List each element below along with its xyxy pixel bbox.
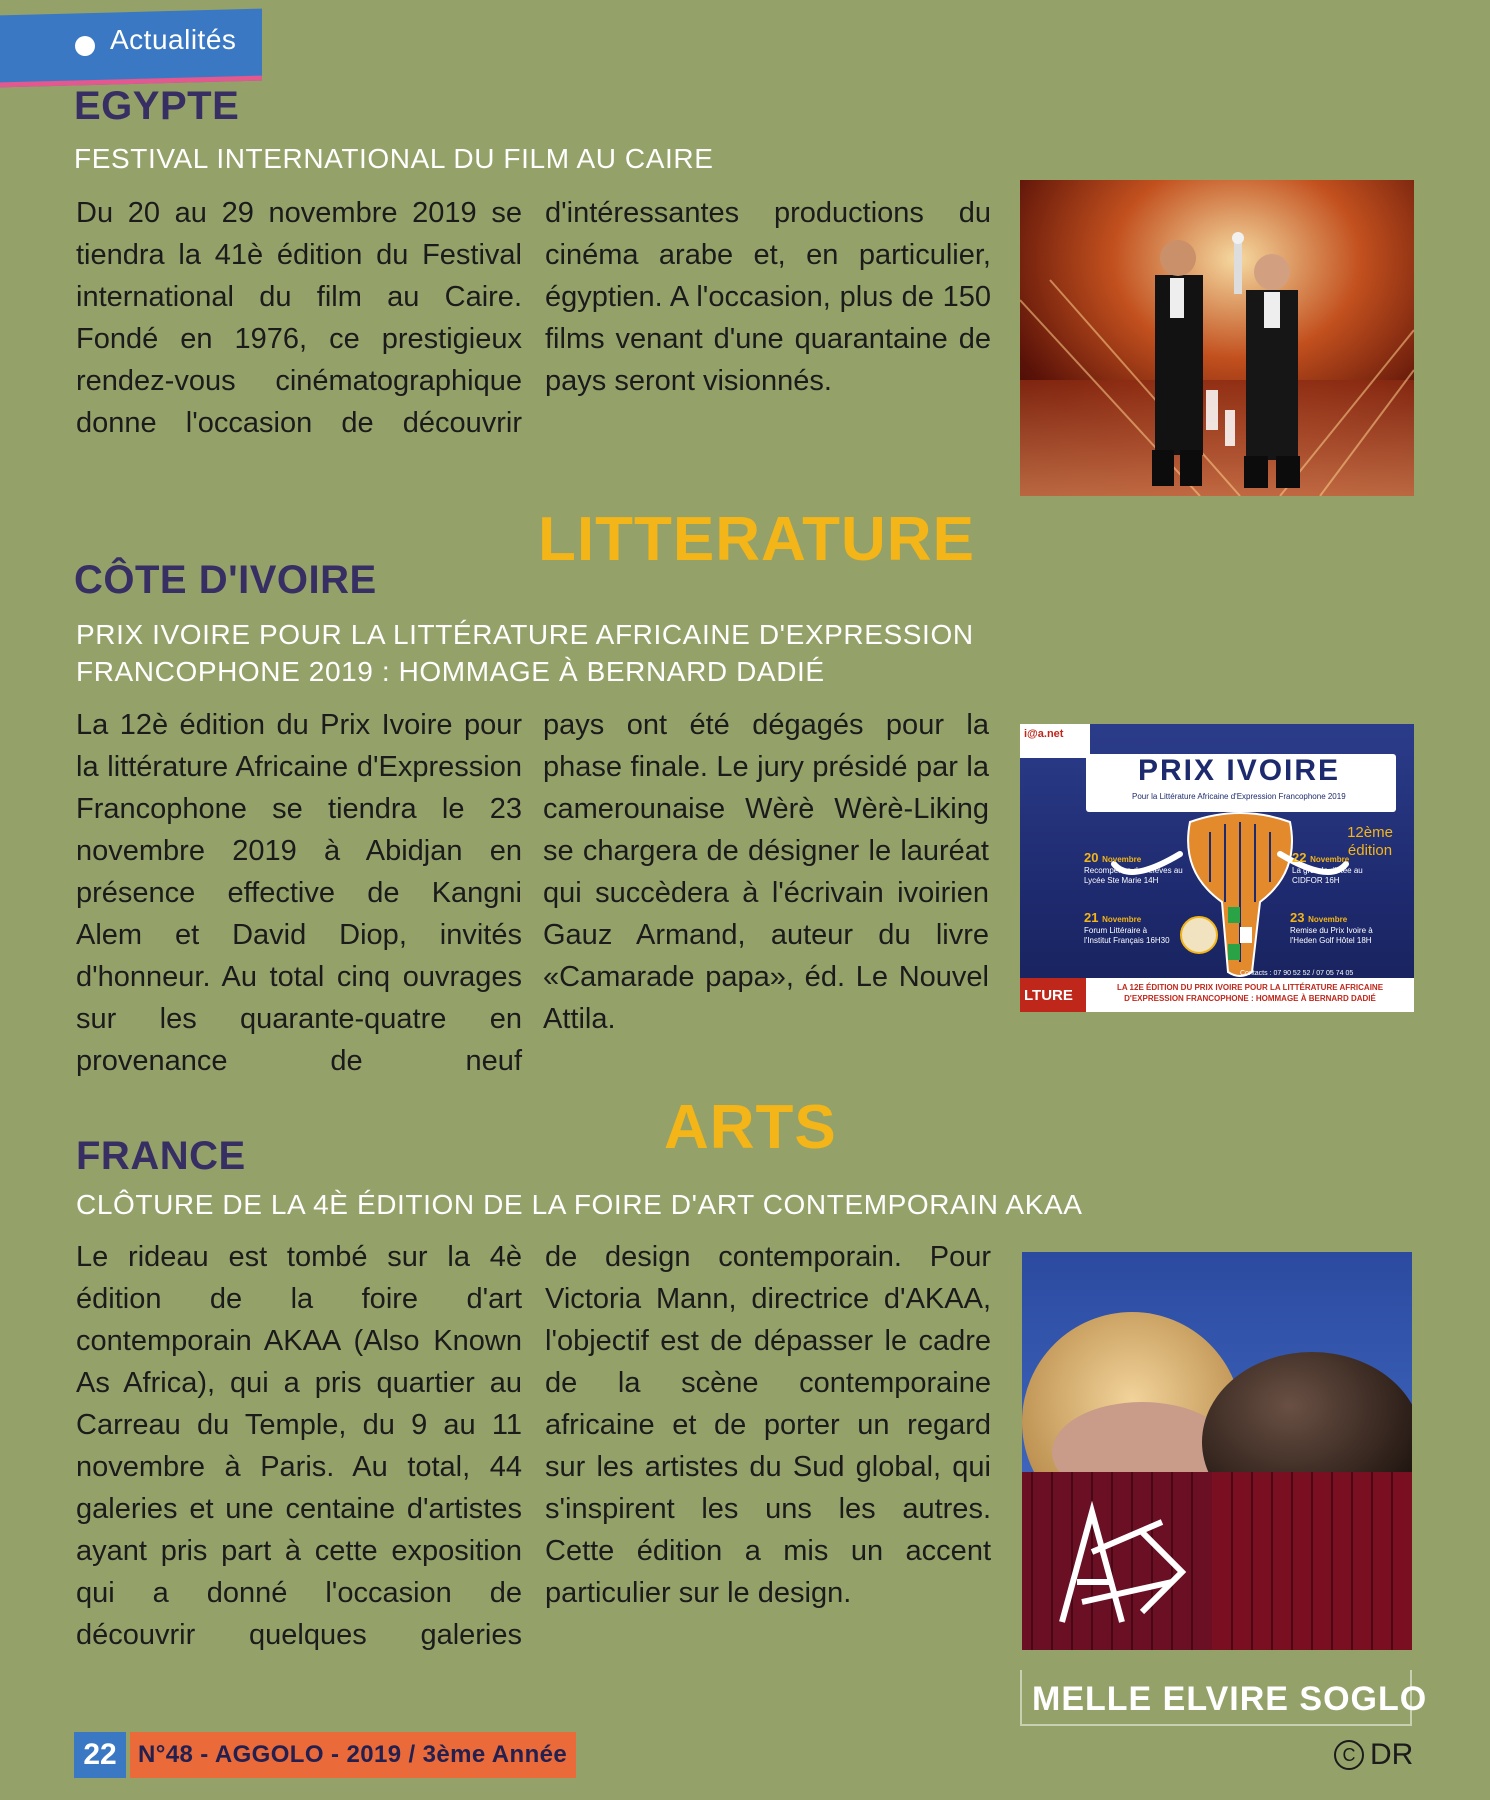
headline-prix-ivoire-1: PRIX IVOIRE POUR LA LITTÉRATURE AFRICAINE D'EXPRESSION — [76, 619, 974, 650]
article-egypte-col2: d'intéressantes productions du cinéma arabe et, en particulier, égyptien. A l'occasion, plus de 150 films venant d'une quarantaine de pays seront visionnés. — [545, 197, 991, 397]
cairo-stage-image — [1020, 180, 1414, 496]
photo-cairo-festival — [1020, 180, 1414, 496]
bullet-icon — [75, 36, 95, 56]
photo-caption: MELLE ELVIRE SOGLO — [1032, 1680, 1428, 1718]
poster-event1-month: Novembre — [1102, 855, 1142, 864]
poster-event2-day — [1292, 850, 1349, 865]
poster-event1-day-number: 20 — [1084, 850, 1099, 865]
copyright-icon: C — [1334, 1740, 1364, 1770]
country-cote-divoire: CÔTE D'IVOIRE — [74, 558, 377, 602]
poster-contacts: Contacts : 07 90 52 52 / 07 05 74 05 — [1240, 970, 1354, 977]
poster-event1-text: Recompense des élèves au Lycée Ste Marie 14H — [1084, 866, 1183, 885]
issue-info: N°48 - AGGOLO - 2019 / 3ème Année — [130, 1732, 576, 1778]
section-title-arts: ARTS — [664, 1093, 837, 1162]
country-france: FRANCE — [76, 1134, 246, 1178]
article-akaa-col1: Le rideau est tombé sur la 4è édition de la foire d'art contemporain AKAA (Also Known As Africa), qui a pris quartier au Carreau du Temple, du 9 au 11 novembre à Paris. Au total, 44 galeries et une centaine d'artistes ayant pris part à cette exposition qui a donné l'occasion de découvrir quelques galeries — [76, 1241, 522, 1651]
page-number: 22 — [74, 1732, 126, 1778]
copyright — [1334, 1738, 1413, 1772]
poster-event2-month: Novembre — [1310, 855, 1350, 864]
copyright-text: DR — [1370, 1738, 1414, 1771]
headline-prix-ivoire-2: FRANCOPHONE 2019 : HOMMAGE À BERNARD DADIÉ — [76, 656, 825, 687]
photo-akaa — [1022, 1252, 1412, 1650]
poster-title: PRIX IVOIRE — [1138, 754, 1341, 787]
article-akaa-col2: de design contemporain. Pour Victoria Mann, directrice d'AKAA, l'objectif est de dépasser le cadre de la scène contemporaine africaine et de porter un regard sur les artistes du Sud global, qui s'inspirent les uns les autres. Cette édition a mis un accent particulier sur le design. — [545, 1241, 991, 1609]
poster-event1-day — [1084, 850, 1141, 865]
article-ivoire-col1: La 12è édition du Prix Ivoire pour la littérature Africaine d'Expression Francophone se tiendra le 23 novembre 2019 à Abidjan en présence effective de Kangni Alem et David Diop, invités d'honneur. Au total cinq ouvrages sur les quarante-quatre en provenance de neuf — [76, 709, 522, 1077]
article-ivoire-col2: pays ont été dégagés pour la phase finale. Le jury présidé par la camerounaise Wèrè Wèrè-Liking se chargera de désigner le lauréat qui succèdera à l'écrivain ivoirien Gauz Armand, auteur du livre «Camarade papa», éd. Le Nouvel Attila. — [543, 709, 989, 1035]
poster-event4-text: Remise du Prix Ivoire à l'Heden Golf Hôtel 18H — [1290, 926, 1373, 945]
poster-prix-ivoire — [1020, 724, 1414, 1012]
section-title-litterature: LITTERATURE — [538, 505, 975, 574]
poster-banner-left: LTURE — [1020, 978, 1086, 1012]
headline-egypte: FESTIVAL INTERNATIONAL DU FILM AU CAIRE — [74, 143, 714, 174]
headline-akaa: CLÔTURE DE LA 4È ÉDITION DE LA FOIRE D'ART CONTEMPORAIN AKAA — [76, 1189, 1083, 1220]
poster-event3-day-number: 21 — [1084, 910, 1099, 925]
section-tag-label: Actualités — [110, 24, 237, 55]
poster-event3-month: Novembre — [1102, 915, 1142, 924]
poster-event3-day — [1084, 910, 1141, 925]
poster-edition: 12ème édition — [1347, 824, 1393, 859]
country-egypte: EGYPTE — [74, 84, 240, 128]
poster-event2-text: La grande dictée au CIDFOR 16H — [1292, 866, 1363, 885]
poster-event4-day-number: 23 — [1290, 910, 1305, 925]
poster-event3-text: Forum Littéraire à l'Institut Français 16H30 — [1084, 926, 1170, 945]
portrait-medallion — [1180, 916, 1218, 954]
poster-event4-day — [1290, 910, 1347, 925]
akaa-artwork-image — [1022, 1252, 1412, 1650]
poster-subtitle: Pour la Littérature Africaine d'Expression Francophone 2019 — [1132, 792, 1346, 801]
poster-event2-day-number: 22 — [1292, 850, 1307, 865]
poster-site: i@a.net — [1020, 724, 1090, 758]
poster-event4-month: Novembre — [1308, 915, 1348, 924]
poster-banner-text: LA 12E ÉDITION DU PRIX IVOIRE POUR LA LITTÉRATURE AFRICAINE D'EXPRESSION FRANCOPHONE : HOMMAGE À BERNARD DADIÉ — [1116, 983, 1384, 1003]
article-egypte-col1: Du 20 au 29 novembre 2019 se tiendra la 41è édition du Festival international du film au Caire. Fondé en 1976, ce prestigieux rendez-vous cinématographique donne l'occasion de découvrir — [76, 197, 522, 439]
